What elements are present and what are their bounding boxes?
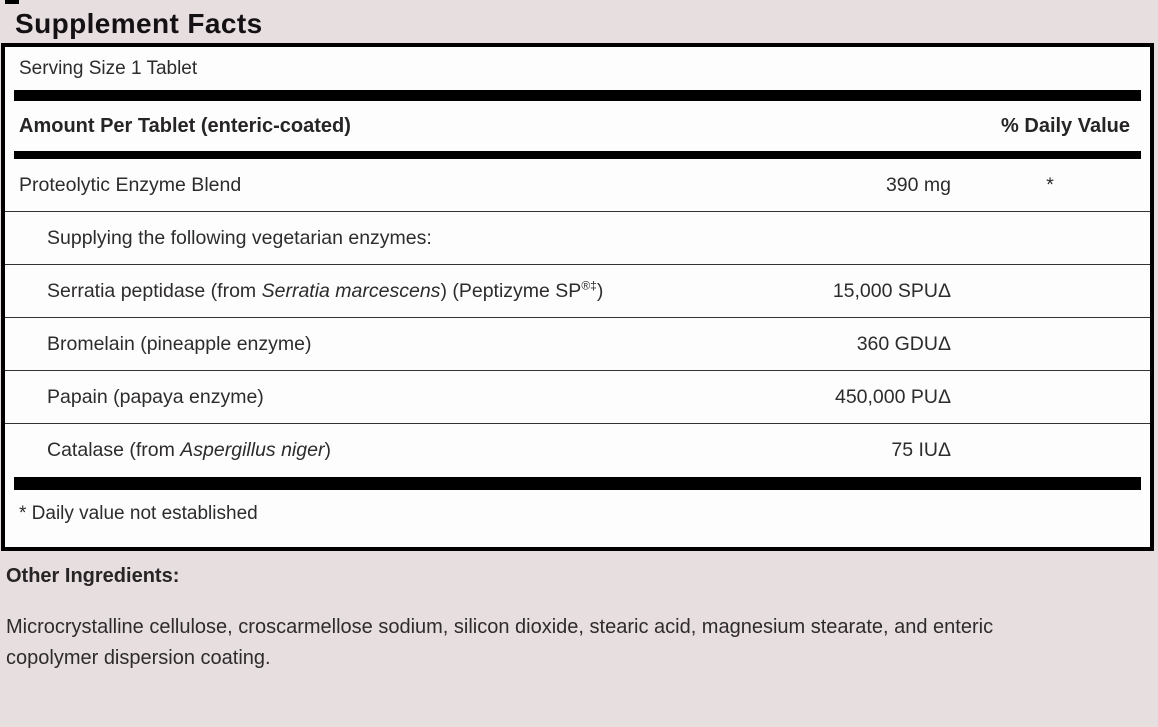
nutrient-amount: 15,000 SPUΔ <box>832 279 951 302</box>
column-header-row <box>5 101 1150 151</box>
nutrient-amount: 360 GDUΔ <box>856 332 951 355</box>
nutrient-row <box>5 159 1150 212</box>
nutrient-name: Proteolytic Enzyme Blend <box>19 173 242 196</box>
amount-per-tablet-header: Amount Per Tablet (enteric-coated) <box>19 114 351 137</box>
nutrient-row <box>5 424 1150 477</box>
nutrient-name: Bromelain (pineapple enzyme) <box>47 332 312 355</box>
other-ingredients-text: Microcrystalline cellulose, croscarmellose sodium, silicon dioxide, stearic acid, magnesium stearate, and enteric copolymer dispersion coating. <box>6 616 994 669</box>
page-title: Supplement Facts <box>15 8 263 39</box>
other-ingredients-label: Other Ingredients: <box>6 565 180 587</box>
nutrient-row <box>5 371 1150 424</box>
nutrient-name: Catalase (from Aspergillus niger) <box>47 439 331 461</box>
nutrient-name: Serratia peptidase (from Serratia marcescens) (Peptizyme SP®‡) <box>47 278 604 302</box>
other-ingredients-section <box>0 551 1158 674</box>
divider-bar-thick-top <box>14 90 1141 101</box>
nutrient-amount: 75 IUΔ <box>891 439 951 461</box>
divider-bar-thick-bottom <box>14 477 1141 490</box>
divider-bar-medium <box>14 151 1141 159</box>
supplement-facts-panel <box>1 43 1154 551</box>
daily-value-header: % Daily Value <box>1001 114 1130 137</box>
nutrient-row <box>5 265 1150 318</box>
nutrient-name: Papain (papaya enzyme) <box>47 385 264 408</box>
nutrient-amount: 450,000 PUΔ <box>834 385 951 408</box>
daily-value-footnote: * Daily value not established <box>19 503 258 524</box>
nutrient-amount: 390 mg <box>885 173 951 196</box>
serving-size: Serving Size 1 Tablet <box>19 58 198 79</box>
nutrient-row <box>5 318 1150 371</box>
crop-artifact-mark <box>5 0 19 4</box>
nutrient-name: Supplying the following vegetarian enzymes: <box>47 226 432 249</box>
nutrient-row <box>5 212 1150 265</box>
nutrient-dv: * <box>1046 173 1054 196</box>
nutrient-rows <box>5 159 1150 477</box>
